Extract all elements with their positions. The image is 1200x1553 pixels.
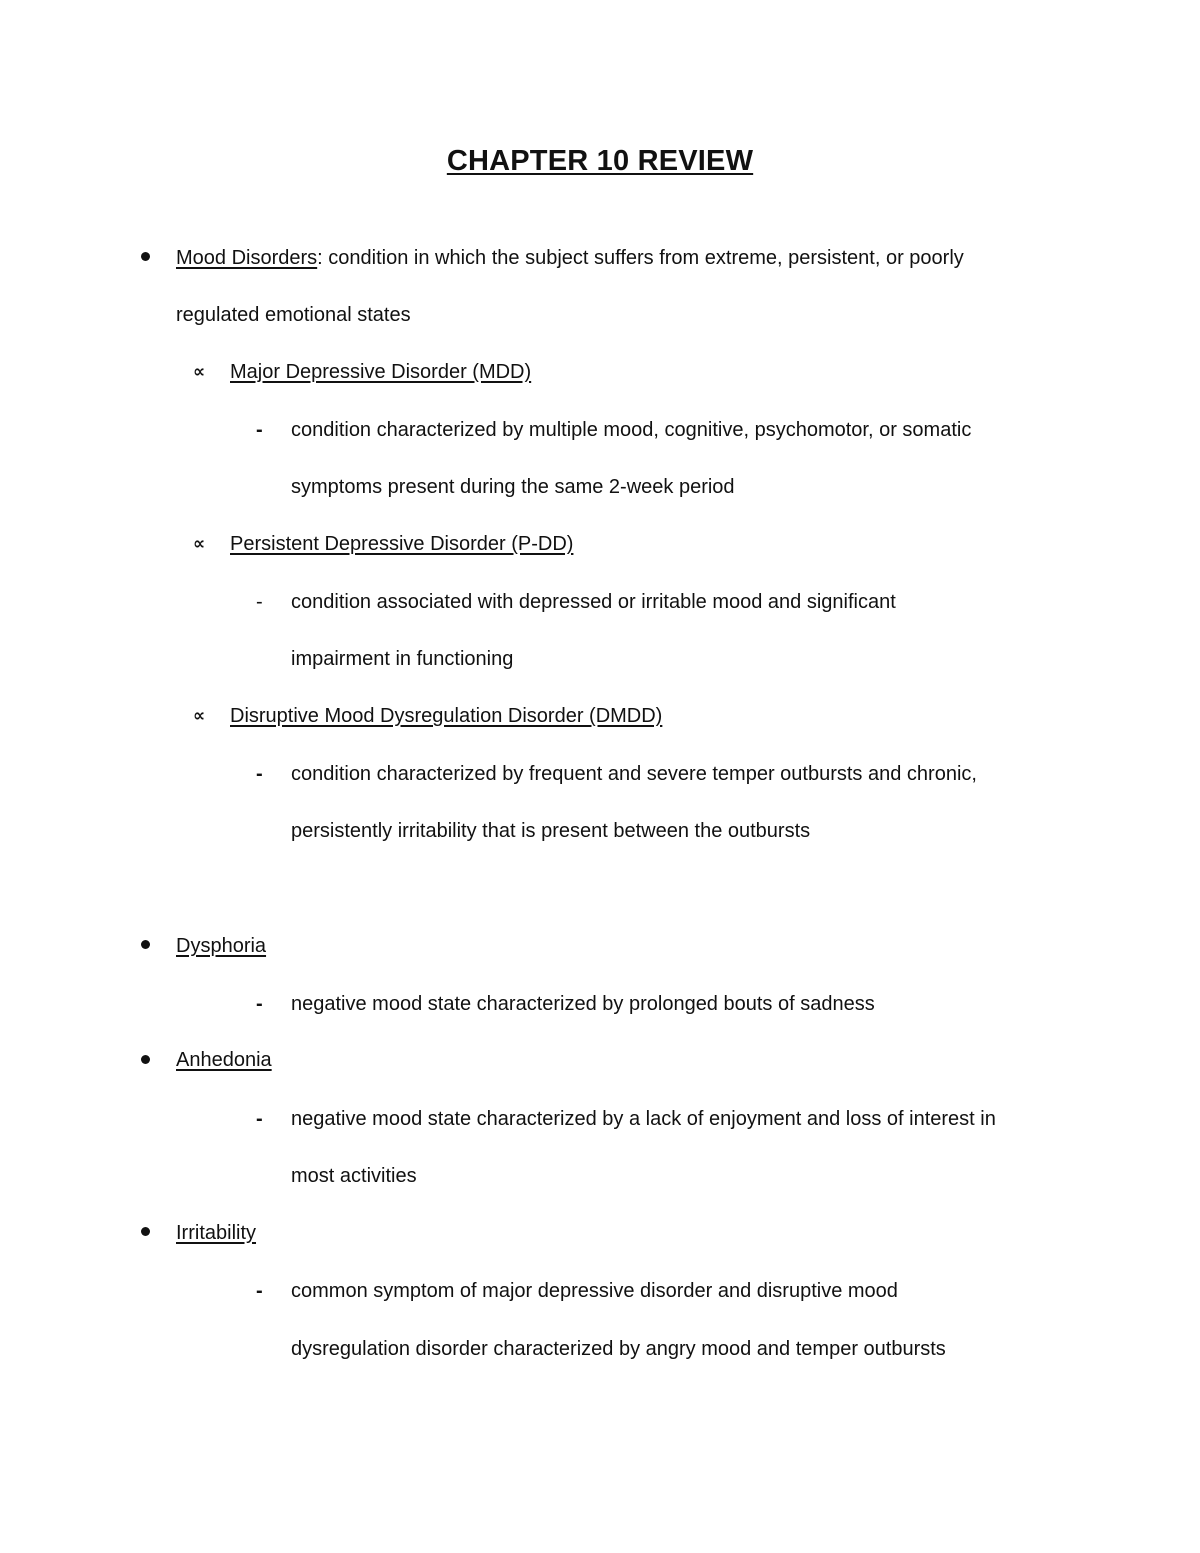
definition-text: condition characterized by frequent and severe temper outbursts and chronic, [291,763,977,785]
definition-continuation: regulated emotional states [176,304,411,326]
bullet-icon [141,252,150,261]
definition-continuation: most activities [291,1165,417,1187]
dash-icon: - [256,1280,263,1302]
term: Dysphoria [176,935,267,957]
definition-text: condition in which the subject suffers from extreme, persistent, or poorly [322,247,964,269]
dash-icon: - [256,419,263,441]
term-line [176,245,964,271]
definition-continuation: dysregulation disorder characterized by angry mood and temper outbursts [291,1338,946,1360]
definition-text: common symptom of major depressive disorder and disruptive mood [291,1280,898,1302]
definition-text: condition characterized by multiple mood, cognitive, psychomotor, or somatic [291,419,972,441]
definition-continuation: impairment in functioning [291,648,514,670]
sub-bullet-icon: ∝ [193,534,204,553]
definition-continuation: symptoms present during the same 2-week period [291,476,735,498]
term: Anhedonia [176,1049,272,1071]
subterm: Disruptive Mood Dysregulation Disorder (DMDD) [230,705,663,727]
page-title: CHAPTER 10 REVIEW [446,145,754,177]
definition-continuation: persistently irritability that is present between the outbursts [291,820,811,842]
dash-icon: - [256,763,263,785]
definition-text: negative mood state characterized by a lack of enjoyment and loss of interest in [291,1108,996,1130]
definition-text: condition associated with depressed or irritable mood and significant [291,591,896,613]
term: Irritability [176,1222,257,1244]
term: Mood Disorders [176,247,318,269]
bullet-icon [141,1055,150,1064]
subterm: Major Depressive Disorder (MDD) [230,361,532,383]
bullet-icon [141,940,150,949]
subterm: Persistent Depressive Disorder (P-DD) [230,533,574,555]
term-separator: : [317,247,323,269]
sub-bullet-icon: ∝ [193,362,204,381]
sub-bullet-icon: ∝ [193,706,204,725]
dash-icon: - [256,993,263,1015]
dash-icon: - [256,591,263,613]
dash-icon: - [256,1108,263,1130]
bullet-icon [141,1227,150,1236]
definition-text: negative mood state characterized by prolonged bouts of sadness [291,993,875,1015]
